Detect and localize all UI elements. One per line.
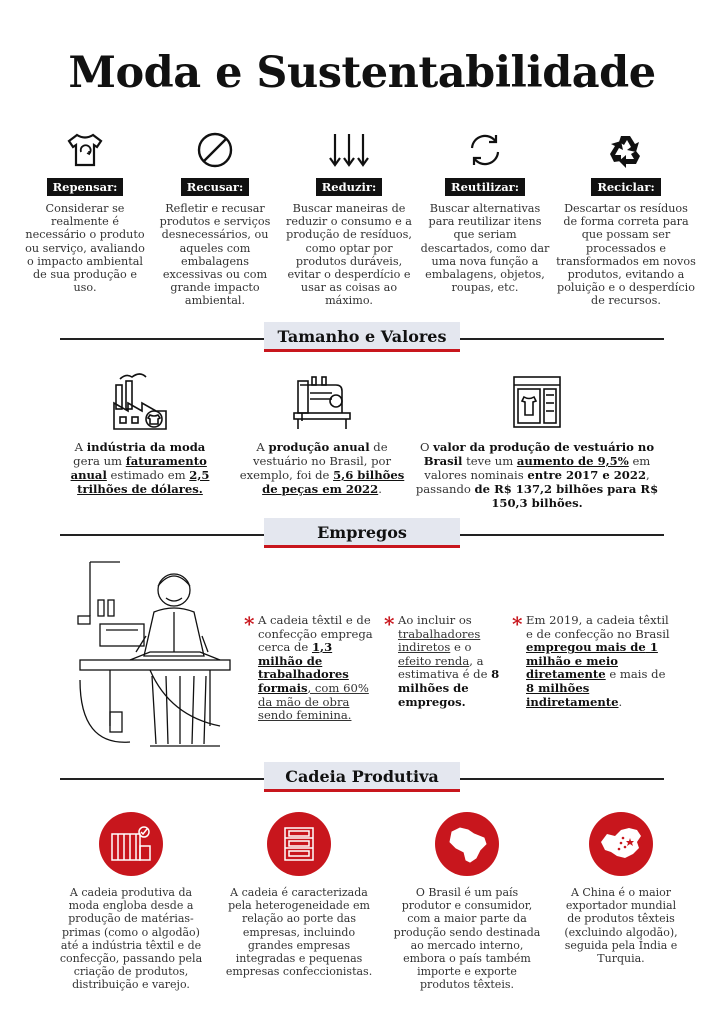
emprego-2019: * Em 2019, a cadeia têxtil e de confecção no Brasil empregou mais de 1 milhão e meio diretamente e mais de 8 milhões indiretamente. (512, 612, 670, 709)
r-recusar (150, 128, 280, 308)
r-repensar (20, 128, 150, 294)
section-title: Empregos (264, 518, 460, 548)
section-title: Cadeia Produtiva (264, 762, 460, 792)
page-title: Moda e Sustentabilidade (68, 48, 656, 98)
emprego-formais: * A cadeia têxtil e de confecção emprega cerca de 1,3 milhão de trabalhadores formais, com 60% da mão de obra sendo feminina. (244, 612, 373, 723)
textile-factory-icon (99, 812, 163, 876)
china-map-icon (589, 812, 653, 876)
cadeia-text: A cadeia é caracterizada pela heterogeneidade em relação ao porte das empresas, incluindo grandes empresas integradas e pequenas empresas confeccionistas. (225, 886, 373, 979)
valor-industria: A indústria da moda gera um faturamento anual estimado em 2,5 trilhões de dólares. (60, 372, 220, 496)
valor-aumento: O valor da produção de vestuário no Brasil teve um aumento de 9,5% em valores nominais entre 2017 e 2022, passando de R$ 137,2 bilhões para R$ 150,3 bilhões. (408, 372, 666, 510)
tshirt-recycle-icon (20, 128, 150, 172)
r-description: Buscar alternativas para reutilizar itens que seriam descartados, como dar uma nova função a embalagens, objetos, roupas, etc. (420, 202, 550, 295)
down-arrows-icon (284, 128, 414, 172)
factory-icon (60, 372, 220, 432)
divider (460, 534, 664, 536)
asterisk-icon: * (512, 612, 523, 636)
r-label: Reutilizar: (445, 178, 525, 196)
cadeia-item-2 (224, 812, 374, 978)
r-description: Refletir e recusar produtos e serviços desnecessários, ou aqueles com embalagens excessivas ou com grande impacto ambiental. (159, 202, 271, 308)
section-cadeia (60, 762, 664, 796)
valor-producao: A produção anual de vestuário no Brasil, por exemplo, foi de 5,6 bilhões de peças em 2022. (232, 372, 412, 496)
cadeia-text: A China é o maior exportador mundial de produtos têxteis (excluindo algodão), seguida pela Índia e Turquia. (564, 886, 678, 966)
fabric-shelves-icon (267, 812, 331, 876)
asterisk-icon: * (384, 612, 395, 636)
asterisk-icon: * (244, 612, 255, 636)
r-reutilizar (420, 128, 550, 294)
cadeia-item-1 (56, 812, 206, 992)
section-title: Tamanho e Valores (264, 322, 460, 352)
reuse-arrows-icon (420, 128, 550, 172)
r-label: Repensar: (47, 178, 124, 196)
divider (460, 778, 664, 780)
divider (460, 338, 664, 340)
cadeia-text: O Brasil é um país produtor e consumidor, com a maior parte da produção sendo destinada ao mercado interno, embora o país também importe e exporte produtos têxteis. (393, 886, 541, 992)
cadeia-item-3 (392, 812, 542, 992)
section-valores (60, 322, 664, 356)
r-label: Reduzir: (316, 178, 382, 196)
sewing-machine-icon (232, 372, 412, 432)
divider (60, 534, 264, 536)
r-description: Buscar maneiras de reduzir o consumo e a produção de resíduos, como optar por produtos duráveis, evitar o desperdício e usar as coisas ao máximo. (286, 202, 412, 308)
r-reduzir (284, 128, 414, 308)
divider (60, 338, 264, 340)
prohibited-icon (150, 128, 280, 172)
r-description: Descartar os resíduos de forma correta para que possam ser processados e transformados em novos produtos, evitando a poluição e o desperdício de recursos. (556, 202, 696, 308)
cadeia-text: A cadeia produtiva da moda engloba desde a produção de matérias-primas (como o algodão) até a indústria têxtil e de confecção, passando pela criação de produtos, distribuição e varejo. (59, 886, 203, 992)
r-description: Considerar se realmente é necessário o produto ou serviço, avaliando o impacto ambiental de sua produção e uso. (25, 202, 145, 295)
r-reciclar (556, 128, 696, 308)
r-label: Reciclar: (591, 178, 660, 196)
clothing-store-icon (408, 372, 666, 432)
divider (60, 778, 264, 780)
emprego-indiretos: * Ao incluir os trabalhadores indiretos e o efeito renda, a estimativa é de 8 milhões de empregos. (384, 612, 500, 709)
r-label: Recusar: (181, 178, 249, 196)
brazil-map-icon (435, 812, 499, 876)
recycle-icon (556, 128, 696, 172)
cadeia-item-4 (546, 812, 696, 965)
seamstress-illustration (70, 556, 240, 756)
section-empregos (60, 518, 664, 552)
